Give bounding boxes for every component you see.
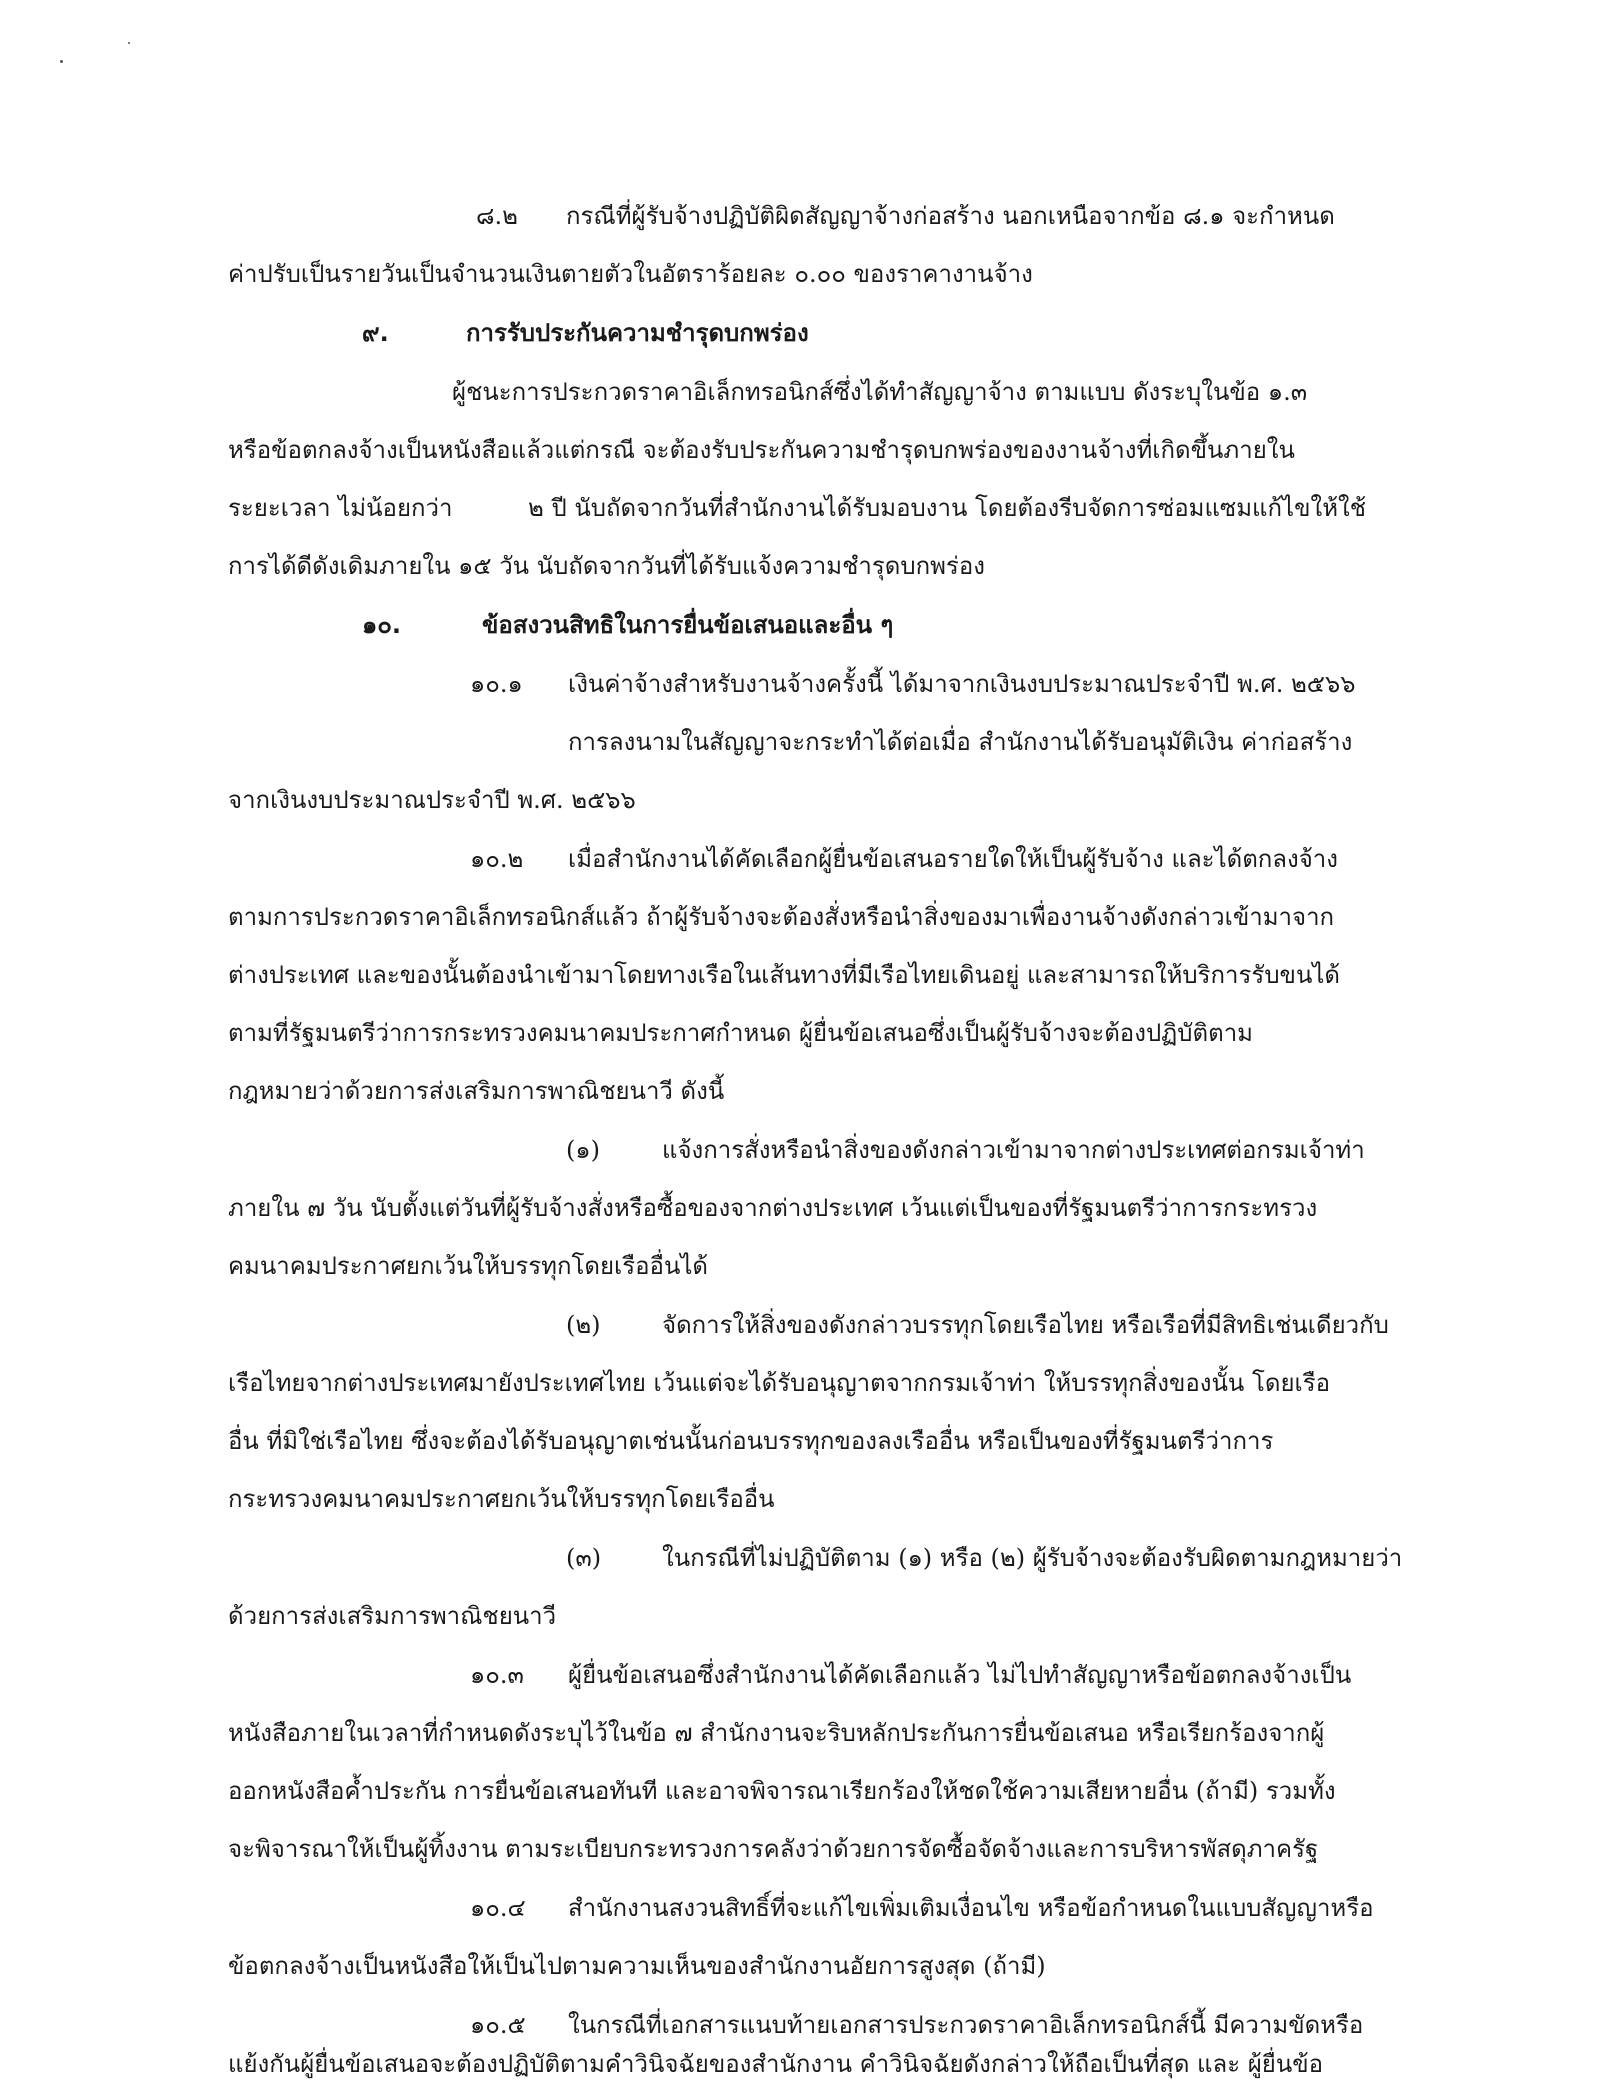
subclause-text: ภายใน ๗ วัน นับตั้งแต่วันที่ผู้รับจ้างสั่งหรือซื้อของจากต่างประเทศ เว้นแต่เป็นของที่รัฐมนตรีว่าการกระทรวง [228,1194,1318,1222]
clause-text: กฎหมายว่าด้วยการส่งเสริมการพาณิชยนาวี ดังนี้ [228,1077,725,1105]
clause-text: จากเงินงบประมาณประจำปี พ.ศ. ๒๕๖๖ [228,786,636,814]
subclause-number: (๓) [566,1544,602,1572]
subclause-text: กระทรวงคมนาคมประกาศยกเว้นให้บรรทุกโดยเรืออื่น [228,1485,775,1513]
clause-number: ๑๐.๕ [470,2011,526,2039]
clause-text: กรณีที่ผู้รับจ้างปฏิบัติผิดสัญญาจ้างก่อสร้าง นอกเหนือจากข้อ ๘.๑ จะกำหนด [566,202,1335,230]
subclause-text: อื่น ที่มิใช่เรือไทย ซึ่งจะต้องได้รับอนุญาตเช่นนั้นก่อนบรรทุกของลงเรืออื่น หรือเป็นของที่รัฐมนตรีว่าการ [228,1427,1274,1455]
clause-10-3-line-2 [0,1713,1560,1753]
paragraph-text: ระยะเวลา ไม่น้อยกว่า [228,494,453,522]
clause-10-2-line-3 [0,955,1560,995]
section-title: ข้อสงวนสิทธิในการยื่นข้อเสนอและอื่น ๆ [482,611,894,639]
subclause-3-line-2 [0,1596,1560,1636]
clause-10-5-line-1 [0,2005,1560,2045]
section-10-heading [0,605,1560,645]
subclause-text: คมนาคมประกาศยกเว้นให้บรรทุกโดยเรืออื่นได้ [228,1252,708,1280]
clause-10-1-line-2 [0,722,1560,762]
clause-10-1-line-3 [0,780,1560,820]
section-title: การรับประกันความชำรุดบกพร่อง [466,319,809,347]
clause-8-2-line-2 [0,254,1560,294]
clause-number: ๑๐.๑ [470,670,523,698]
clause-text: การลงนามในสัญญาจะกระทำได้ต่อเมื่อ สำนักงานได้รับอนุมัติเงิน ค่าก่อสร้าง [568,728,1353,756]
clause-8-2-line-1 [0,196,1560,236]
section-9-line-3 [0,488,1560,528]
clause-text: แย้งกันผู้ยื่นข้อเสนอจะต้องปฏิบัติตามคำวินิจฉัยของสำนักงาน คำวินิจฉัยดังกล่าวให้ถือเป็นที่สุด และ ผู้ยื่นข้อ [228,2050,1324,2078]
subclause-3-line-1 [0,1538,1560,1578]
clause-10-2-line-2 [0,897,1560,937]
clause-text: ตามที่รัฐมนตรีว่าการกระทรวงคมนาคมประกาศกำหนด ผู้ยื่นข้อเสนอซึ่งเป็นผู้รับจ้างจะต้องปฏิบัติตาม [228,1019,1253,1047]
subclause-number: (๒) [566,1311,601,1339]
scan-speck [60,60,63,63]
clause-text: ต่างประเทศ และของนั้นต้องนำเข้ามาโดยทางเรือในเส้นทางที่มีเรือไทยเดินอยู่ และสามารถให้บริการรับขนได้ [228,961,1341,989]
subclause-1-line-1 [0,1130,1560,1170]
clause-10-3-line-4 [0,1829,1560,1869]
subclause-text: จัดการให้สิ่งของดังกล่าวบรรทุกโดยเรือไทย หรือเรือที่มีสิทธิเช่นเดียวกับ [662,1311,1389,1339]
subclause-text: ในกรณีที่ไม่ปฏิบัติตาม (๑) หรือ (๒) ผู้รับจ้างจะต้องรับผิดตามกฎหมายว่า [662,1544,1403,1572]
clause-10-3-line-3 [0,1771,1560,1811]
clause-text: ค่าปรับเป็นรายวันเป็นจำนวนเงินตายตัวในอัตราร้อยละ ๐.๐๐ ของราคางานจ้าง [228,260,1033,288]
subclause-1-line-2 [0,1188,1560,1228]
paragraph-text: หรือข้อตกลงจ้างเป็นหนังสือแล้วแต่กรณี จะต้องรับประกันความชำรุดบกพร่องของงานจ้างที่เกิดขึ้นภายใน [228,436,1295,464]
clause-text: เมื่อสำนักงานได้คัดเลือกผู้ยื่นข้อเสนอรายใดให้เป็นผู้รับจ้าง และได้ตกลงจ้าง [568,845,1338,873]
clause-10-2-line-5 [0,1071,1560,1111]
subclause-1-line-3 [0,1246,1560,1286]
clause-text: เงินค่าจ้างสำหรับงานจ้างครั้งนี้ ได้มาจากเงินงบประมาณประจำปี พ.ศ. ๒๕๖๖ [568,670,1356,698]
subclause-2-line-3 [0,1421,1560,1461]
section-9-line-2 [0,430,1560,470]
clause-10-3-line-1 [0,1655,1560,1695]
section-number: ๙. [362,319,389,347]
paragraph-text: ๒ ปี นับถัดจากวันที่สำนักงานได้รับมอบงาน โดยต้องรีบจัดการซ่อมแซมแก้ไขให้ใช้ [528,494,1367,522]
subclause-text: ด้วยการส่งเสริมการพาณิชยนาวี [228,1602,557,1630]
clause-text: จะพิจารณาให้เป็นผู้ทิ้งงาน ตามระเบียบกระทรวงการคลังว่าด้วยการจัดซื้อจัดจ้างและการบริหารพัสดุภาครัฐ [228,1835,1319,1863]
subclause-2-line-4 [0,1479,1560,1519]
clause-number: ๑๐.๒ [470,845,524,873]
clause-number: ๑๐.๓ [470,1661,524,1689]
clause-10-5-line-2 [0,2044,1560,2084]
clause-text: สำนักงานสงวนสิทธิ์ที่จะแก้ไขเพิ่มเติมเงื่อนไข หรือข้อกำหนดในแบบสัญญาหรือ [568,1894,1374,1922]
subclause-text: แจ้งการสั่งหรือนำสิ่งของดังกล่าวเข้ามาจากต่างประเทศต่อกรมเจ้าท่า [662,1136,1365,1164]
clause-10-1-line-1 [0,664,1560,704]
section-9-line-1 [0,372,1560,412]
clause-text: ออกหนังสือค้ำประกัน การยื่นข้อเสนอทันที และอาจพิจารณาเรียกร้องให้ชดใช้ความเสียหายอื่น (ถ้ามี) รวมทั้ง [228,1777,1336,1805]
subclause-number: (๑) [566,1136,600,1164]
clause-10-4-line-2 [0,1946,1560,1986]
paragraph-text: การได้ดีดังเดิมภายใน ๑๕ วัน นับถัดจากวันที่ได้รับแจ้งความชำรุดบกพร่อง [228,552,985,580]
paragraph-text: ผู้ชนะการประกวดราคาอิเล็กทรอนิกส์ซึ่งได้ทำสัญญาจ้าง ตามแบบ ดังระบุในข้อ ๑.๓ [452,378,1308,406]
clause-text: หนังสือภายในเวลาที่กำหนดดังระบุไว้ในข้อ ๗ สำนักงานจะริบหลักประกันการยื่นข้อเสนอ หรือเรียกร้องจากผู้ [228,1719,1325,1747]
clause-10-2-line-4 [0,1013,1560,1053]
clause-text: ผู้ยื่นข้อเสนอซึ่งสำนักงานได้คัดเลือกแล้ว ไม่ไปทำสัญญาหรือข้อตกลงจ้างเป็น [568,1661,1352,1689]
clause-text: ในกรณีที่เอกสารแนบท้ายเอกสารประกวดราคาอิเล็กทรอนิกส์นี้ มีความขัดหรือ [568,2011,1364,2039]
clause-text: ตามการประกวดราคาอิเล็กทรอนิกส์แล้ว ถ้าผู้รับจ้างจะต้องสั่งหรือนำสิ่งของมาเพื่องานจ้างดังกล่าวเข้ามาจาก [228,903,1335,931]
clause-text: ข้อตกลงจ้างเป็นหนังสือให้เป็นไปตามความเห็นของสำนักงานอัยการสูงสุด (ถ้ามี) [228,1952,1046,1980]
subclause-2-line-2 [0,1363,1560,1403]
section-9-line-4 [0,546,1560,586]
section-9-heading [0,313,1560,353]
scan-speck [128,42,130,44]
clause-10-2-line-1 [0,839,1560,879]
clause-number: ๑๐.๔ [470,1894,526,1922]
clause-10-4-line-1 [0,1888,1560,1928]
subclause-2-line-1 [0,1305,1560,1345]
section-number: ๑๐. [362,611,401,639]
clause-number: ๘.๒ [476,202,518,230]
subclause-text: เรือไทยจากต่างประเทศมายังประเทศไทย เว้นแต่จะได้รับอนุญาตจากกรมเจ้าท่า ให้บรรทุกสิ่งของนั้น โดยเรือ [228,1369,1331,1397]
